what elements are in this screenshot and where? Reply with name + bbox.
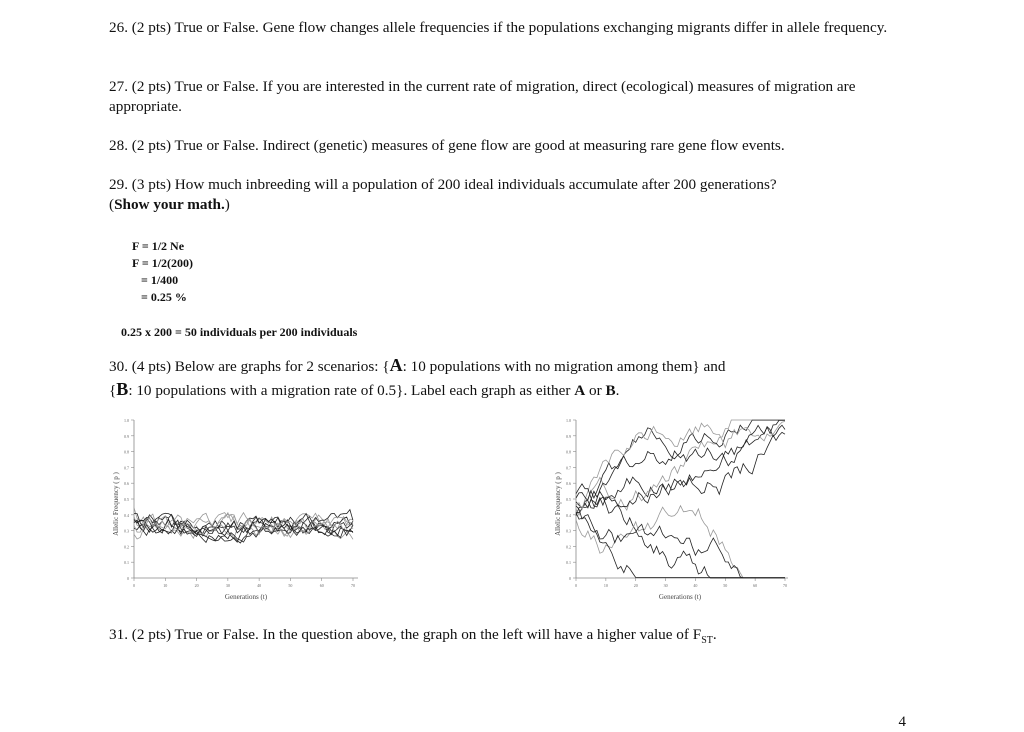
x-tick-label: 60 bbox=[319, 583, 324, 588]
y-tick-label: 0.4 bbox=[566, 512, 571, 518]
y-tick-label: 0.1 bbox=[566, 560, 571, 566]
x-tick-label: 70 bbox=[351, 583, 355, 588]
answer-line: F = 1/2(200) bbox=[132, 256, 194, 270]
y-ticks bbox=[566, 418, 576, 581]
answer-line: F = 1/2 Ne bbox=[132, 239, 185, 253]
trajectory-line bbox=[576, 432, 785, 508]
y-tick-label: 0.7 bbox=[566, 465, 571, 471]
y-axis-label: Allelic Frequency ( p ) bbox=[112, 472, 120, 536]
trajectory-line bbox=[576, 506, 785, 578]
x-axis-label: Generations (t) bbox=[224, 593, 268, 601]
y-axis-label: Allelic Frequency ( p ) bbox=[554, 472, 562, 536]
x-tick-label: 40 bbox=[257, 583, 262, 588]
y-tick-label: 0.3 bbox=[124, 528, 129, 534]
y-tick-label: 1.0 bbox=[566, 418, 571, 423]
x-tick-label: 20 bbox=[194, 583, 199, 588]
trajectories bbox=[576, 420, 785, 578]
trajectory-line bbox=[576, 506, 785, 578]
answer-29-summary: 0.25 x 200 = 50 individuals per 200 individuals bbox=[121, 325, 358, 339]
y-tick-label: 0.8 bbox=[566, 449, 571, 455]
trajectory-line bbox=[576, 420, 785, 508]
x-tick-label: 30 bbox=[663, 583, 668, 588]
x-tick-label: 0 bbox=[133, 583, 135, 588]
left-y-axis-label bbox=[112, 471, 120, 535]
y-tick-label: 0.6 bbox=[566, 481, 571, 487]
trajectory-line bbox=[576, 420, 785, 513]
question-29-bold: Show your math. bbox=[114, 196, 225, 213]
x-tick-label: 10 bbox=[603, 583, 608, 588]
answer-29-work bbox=[132, 238, 193, 306]
graph-left bbox=[108, 414, 363, 606]
answer-line: = 0.25 % bbox=[141, 290, 187, 304]
question-29-text: 29. (3 pts) How much inbreeding will a population of 200 ideal individuals accumulate after 200 generations? bbox=[109, 176, 777, 193]
y-tick-label: 0.5 bbox=[566, 497, 571, 502]
y-tick-label: 0.9 bbox=[124, 433, 129, 439]
x-ticks bbox=[133, 578, 355, 588]
x-tick-label: 20 bbox=[633, 583, 638, 588]
x-tick-label: 70 bbox=[783, 583, 787, 588]
y-tick-label: 1.0 bbox=[124, 418, 129, 423]
y-tick-label: 0.9 bbox=[566, 433, 571, 439]
x-tick-label: 40 bbox=[693, 583, 698, 588]
y-ticks bbox=[124, 418, 134, 581]
x-tick-label: 0 bbox=[575, 583, 577, 588]
x-tick-label: 30 bbox=[225, 583, 230, 588]
trajectories bbox=[134, 508, 353, 543]
y-tick-label: 0.3 bbox=[566, 528, 571, 534]
question-28: 28. (2 pts) True or False. Indirect (genetic) measures of gene flow are good at measuring rare gene flow events. bbox=[109, 137, 785, 154]
question-26: 26. (2 pts) True or False. Gene flow changes allele frequencies if the populations exchanging migrants differ in allele frequency. bbox=[109, 19, 888, 36]
answer-line: = 1/400 bbox=[141, 273, 179, 287]
graph-right bbox=[550, 414, 795, 606]
x-ticks bbox=[575, 578, 787, 588]
question-29: 29. (3 pts) How much inbreeding will a population of 200 ideal individuals accumulate after 200 generations? (Show your math.) bbox=[109, 176, 777, 213]
question-30: 30. (4 pts) Below are graphs for 2 scenarios: {A: 10 populations with no migration among them} and {B: 10 populations with a migration rate of 0.5}. Label each graph as either A or B. bbox=[109, 355, 726, 399]
x-tick-label: 60 bbox=[753, 583, 758, 588]
y-tick-label: 0 bbox=[127, 576, 129, 581]
y-tick-label: 0.4 bbox=[124, 512, 129, 518]
y-tick-label: 0.5 bbox=[124, 497, 129, 502]
y-tick-label: 0.8 bbox=[124, 449, 129, 455]
y-tick-label: 0 bbox=[569, 576, 571, 581]
y-tick-label: 0.6 bbox=[124, 481, 129, 487]
y-tick-label: 0.2 bbox=[124, 544, 129, 550]
trajectory-line bbox=[576, 420, 785, 515]
x-tick-label: 10 bbox=[163, 583, 168, 588]
page-number: 4 bbox=[898, 714, 906, 730]
question-27: 27. (2 pts) True or False. If you are interested in the current rate of migration, direct (ecological) measures of migration are appropriate. bbox=[109, 78, 856, 115]
question-31: 31. (2 pts) True or False. In the question above, the graph on the left will have a higher value of $F_{ST}$. bbox=[109, 626, 717, 647]
x-axis-label: Generations (t) bbox=[658, 593, 702, 601]
y-tick-label: 0.2 bbox=[566, 544, 571, 550]
y-tick-label: 0.7 bbox=[124, 465, 129, 471]
x-tick-label: 50 bbox=[723, 583, 728, 588]
y-tick-label: 0.1 bbox=[124, 560, 129, 566]
x-tick-label: 50 bbox=[288, 583, 293, 588]
